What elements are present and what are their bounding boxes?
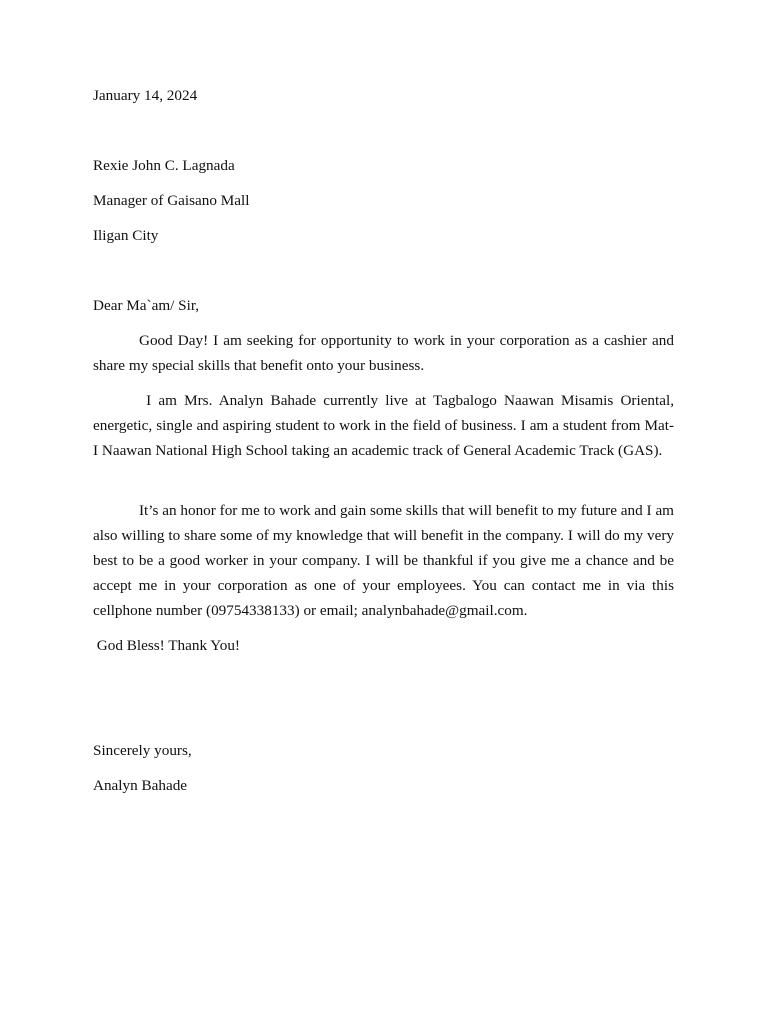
body-paragraph-1: Good Day! I am seeking for opportunity to work in your corporation as a cashier and share my special skills that benefit onto your business. xyxy=(93,332,674,374)
recipient-city: Iligan City xyxy=(93,227,159,244)
closing-note: God Bless! Thank You! xyxy=(93,637,240,654)
recipient-name: Rexie John C. Lagnada xyxy=(93,157,235,174)
signature-name: Analyn Bahade xyxy=(93,777,188,794)
recipient-title: Manager of Gaisano Mall xyxy=(93,192,250,209)
sign-off: Sincerely yours, xyxy=(93,742,192,759)
letter-date: January 14, 2024 xyxy=(93,87,198,104)
body-paragraph-2: I am Mrs. Analyn Bahade currently live at Tagbalogo Naawan Misamis Oriental, energetic, single and aspiring student to work in the field of business. I am a student from Mat-I Naawan National High School taking an academic track of General Academic Track (GAS). xyxy=(93,392,678,459)
body-paragraph-3: It’s an honor for me to work and gain some skills that will benefit to my future and I am also willing to share some of my knowledge that will benefit in the company. I will do my very best to be a good worker in your company. I will be thankful if you give me a chance and be accept me in your corporation as one of your employees. You can contact me in via this cellphone number (09754338133) or email; analynbahade@gmail.com. xyxy=(93,502,674,619)
salutation: Dear Ma`am/ Sir, xyxy=(93,297,200,314)
